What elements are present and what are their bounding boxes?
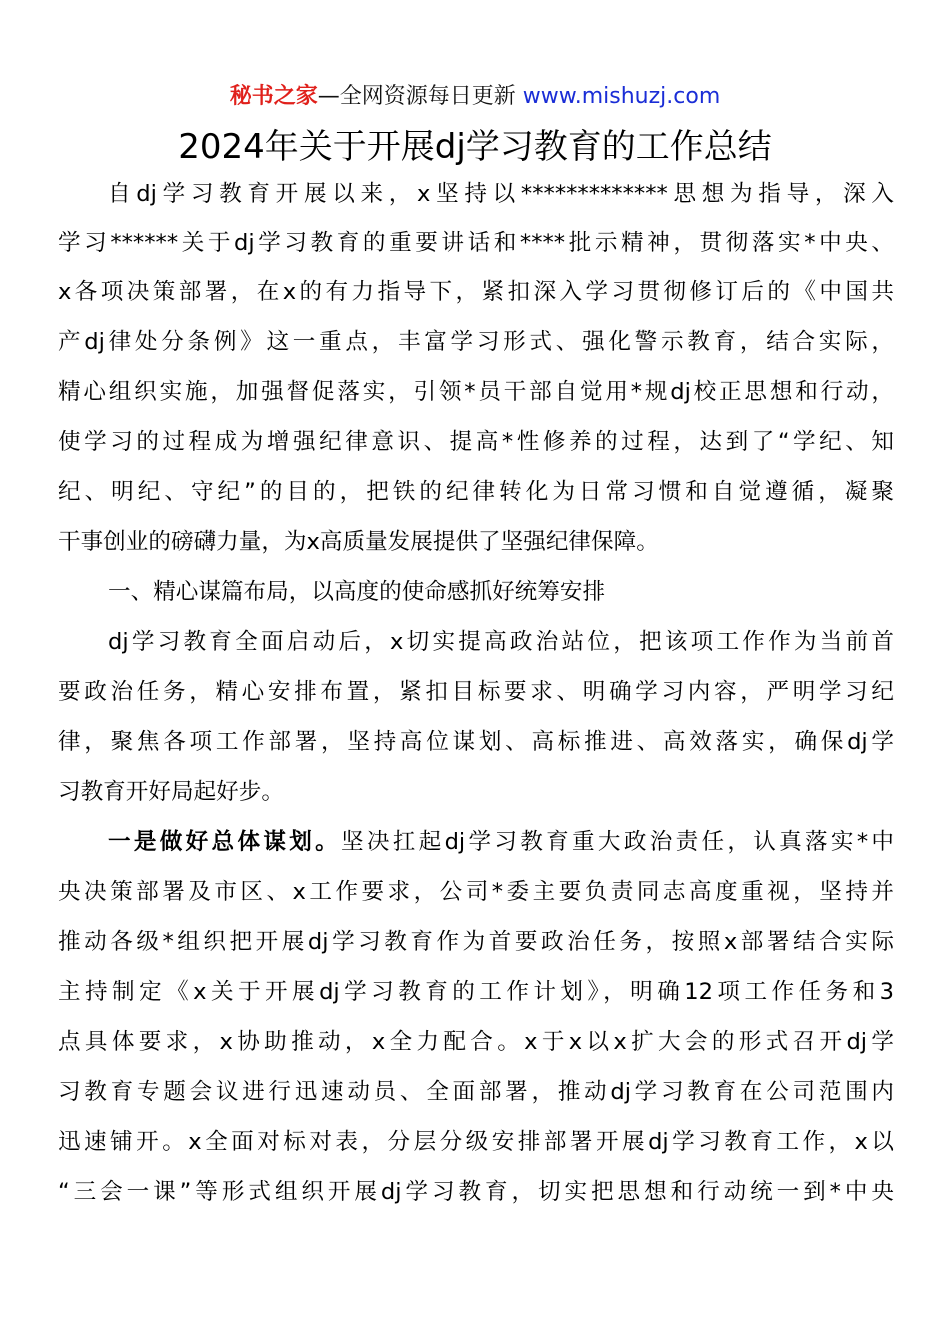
paragraph-lead: 一是做好总体谋划。 <box>108 829 342 855</box>
site-url-link[interactable]: www.mishuzj.com <box>522 84 721 109</box>
paragraph-line: 精心组织实施，加强督促落实，引领*员干部自觉用*规dj校正思想和行动， <box>58 379 894 405</box>
paragraph-line: 自dj学习教育开展以来，x坚持以*************思想为指导，深入 <box>108 181 894 207</box>
paragraph-line: 产dj律处分条例》这一重点，丰富学习形式、强化警示教育，结合实际， <box>58 329 894 355</box>
paragraph-line: 迅速铺开。x全面对标对表，分层分级安排部署开展dj学习教育工作，x以 <box>58 1129 894 1155</box>
paragraph-line: dj学习教育全面启动后，x切实提高政治站位，把该项工作作为当前首 <box>108 629 894 655</box>
paragraph-line: “三会一课”等形式组织开展dj学习教育，切实把思想和行动统一到*中央 <box>58 1179 894 1205</box>
section-heading: 一、精心谋篇布局，以高度的使命感抓好统筹安排 <box>108 579 606 605</box>
paragraph-line: 律，聚焦各项工作部署，坚持高位谋划、高标推进、高效落实，确保dj学 <box>58 729 894 755</box>
paragraph-line: 推动各级*组织把开展dj学习教育作为首要政治任务，按照x部署结合实际 <box>58 929 894 955</box>
paragraph-line: 纪、明纪、守纪”的目的，把铁的纪律转化为日常习惯和自觉遵循，凝聚 <box>58 479 894 505</box>
paragraph-line: 央决策部署及市区、x工作要求，公司*委主要负责同志高度重视，坚持并 <box>58 879 894 905</box>
paragraph-line: 学习******关于dj学习教育的重要讲话和****批示精神，贯彻落实*中央、 <box>58 230 894 256</box>
brand-name: 秘书之家 <box>229 84 318 109</box>
header-tagline: —全网资源每日更新 <box>317 84 516 109</box>
paragraph-line: 干事创业的磅礴力量，为x高质量发展提供了坚强纪律保障。 <box>58 529 659 555</box>
paragraph-line: 习教育专题会议进行迅速动员、全面部署，推动dj学习教育在公司范围内 <box>58 1079 894 1105</box>
paragraph-text: 坚决扛起dj学习教育重大政治责任，认真落实*中 <box>341 829 894 855</box>
site-header <box>0 80 950 114</box>
paragraph-line: 要政治任务，精心安排布置，紧扣目标要求、明确学习内容，严明学习纪 <box>58 679 894 705</box>
document-title: 2024年关于开展dj学习教育的工作总结 <box>178 127 772 167</box>
paragraph-line: 点具体要求，x协助推动，x全力配合。x于x以x扩大会的形式召开dj学 <box>58 1029 894 1055</box>
paragraph-line: 主持制定《x关于开展dj学习教育的工作计划》，明确12项工作任务和3 <box>58 979 894 1005</box>
paragraph-line: 习教育开好局起好步。 <box>58 779 284 805</box>
paragraph-line: x各项决策部署，在x的有力指导下，紧扣深入学习贯彻修订后的《中国共 <box>58 279 894 305</box>
paragraph-line: 使学习的过程成为增强纪律意识、提高*性修养的过程，达到了“学纪、知 <box>58 429 894 455</box>
paragraph-line <box>108 824 894 860</box>
